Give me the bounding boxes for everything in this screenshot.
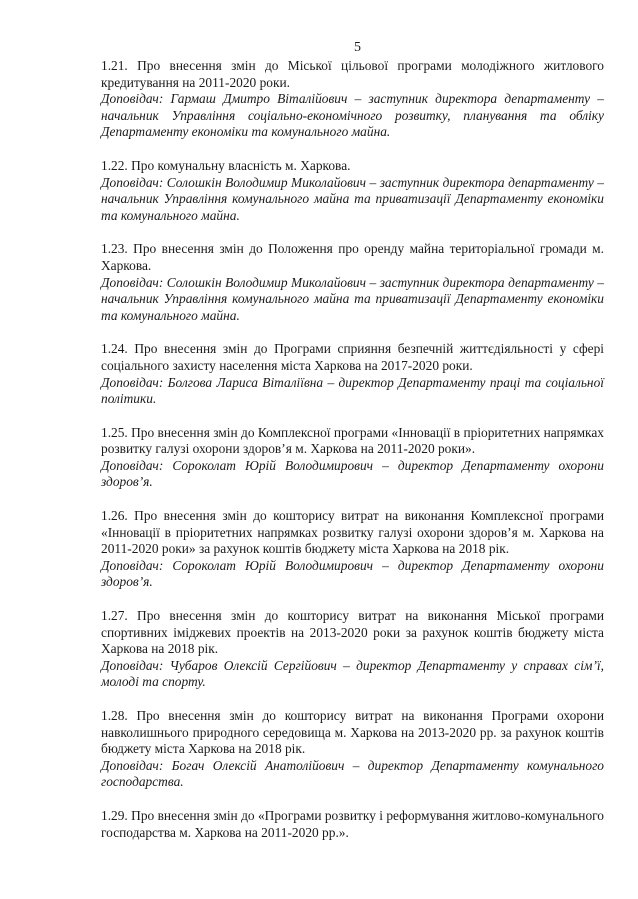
agenda-item [101,341,604,407]
agenda-item-speaker [101,558,604,591]
agenda-item-title: 1.21. Про внесення змін до Міської цільової програми молодіжного житлового кредитування на 2011-2020 роки. [101,58,604,90]
agenda-item [101,508,604,591]
agenda-item-title: 1.24. Про внесення змін до Програми сприяння безпечній життєдіяльності у сфері соціального захисту населення міста Харкова на 2017-2020 роки. [101,341,604,373]
agenda-item [101,608,604,691]
speaker-details: Сороколат Юрій Володимирович – директор Департаменту охорони здоров’я. [101,557,604,590]
speaker-details: Богач Олексій Анатолійович – директор Департаменту комунального господарства. [101,757,604,790]
agenda-item-title: 1.27. Про внесення змін до кошторису витрат на виконання Міської програми спортивних іміджевих проектів на 2013-2020 роки за рахунок коштів бюджету міста Харкова на 2018 рік. [101,608,604,657]
speaker-details: Солошкін Володимир Миколайович – заступник директора департаменту – начальник Управління комунального майна та приватизації Департаменту економіки та комунального майна. [101,274,604,323]
speaker-label: Доповідач: [101,657,164,673]
speaker-label: Доповідач: [101,557,164,573]
agenda-item [101,708,604,791]
speaker-label: Доповідач: [101,91,164,107]
speaker-label: Доповідач: [101,457,164,473]
agenda-item [101,241,604,324]
agenda-item [101,425,604,491]
agenda-item-speaker [101,175,604,225]
speaker-details: Солошкін Володимир Миколайович – заступник директора департаменту – начальник Управління комунального майна та приватизації Департаменту економіки та комунального майна. [101,174,604,223]
speaker-details: Чубаров Олексій Сергійович – директор Департаменту у справах сім’ї, молоді та спорту. [101,657,604,690]
agenda-item-title: 1.28. Про внесення змін до кошторису витрат на виконання Програми охорони навколишнього природного середовища м. Харкова на 2013-2020 рр. за рахунок коштів бюджету міста Харкова на 2018 рік. [101,708,604,757]
speaker-label: Доповідач: [101,374,164,390]
speaker-details: Гармаш Дмитро Віталійович – заступник директора департаменту – начальник Управління соціально-економічного розвитку, планування та обліку Департаменту економіки та комунального майна. [101,91,604,140]
agenda-item [101,808,604,841]
agenda-item-speaker [101,375,604,408]
speaker-label: Доповідач: [101,757,164,773]
agenda-item [101,58,604,141]
speaker-details: Болгова Лариса Віталіївна – директор Департаменту праці та соціальної політики. [101,374,604,407]
agenda-item [101,158,604,224]
page-number: 5 [354,40,361,55]
agenda-item-speaker [101,91,604,141]
agenda-item-speaker [101,758,604,791]
agenda-items [101,58,604,841]
agenda-item-speaker [101,658,604,691]
agenda-item-speaker [101,458,604,491]
speaker-details: Сороколат Юрій Володимирович – директор Департаменту охорони здоров’я. [101,457,604,490]
agenda-item-speaker [101,275,604,325]
agenda-item-title: 1.29. Про внесення змін до «Програми розвитку і реформування житлово-комунального господарства м. Харкова на 2011-2020 рр.». [101,807,604,840]
agenda-item-title: 1.22. Про комунальну власність м. Харкова. [101,157,351,173]
agenda-item-title: 1.25. Про внесення змін до Комплексної програми «Інновації в пріоритетних напрямках розвитку галузі охорони здоров’я м. Харкова на 2011-2020 роки». [101,424,604,457]
agenda-item-title: 1.23. Про внесення змін до Положення про оренду майна територіальної громади м. Харкова. [101,241,604,273]
speaker-label: Доповідач: [101,174,164,190]
agenda-item-title: 1.26. Про внесення змін до кошторису витрат на виконання Комплексної програми «Інновації в пріоритетних напрямках розвитку галузі охорони здоров’я м. Харкова на 2011-2020 роки» за рахунок коштів бюджету міста Харкова на 2018 рік. [101,508,604,557]
speaker-label: Доповідач: [101,274,164,290]
